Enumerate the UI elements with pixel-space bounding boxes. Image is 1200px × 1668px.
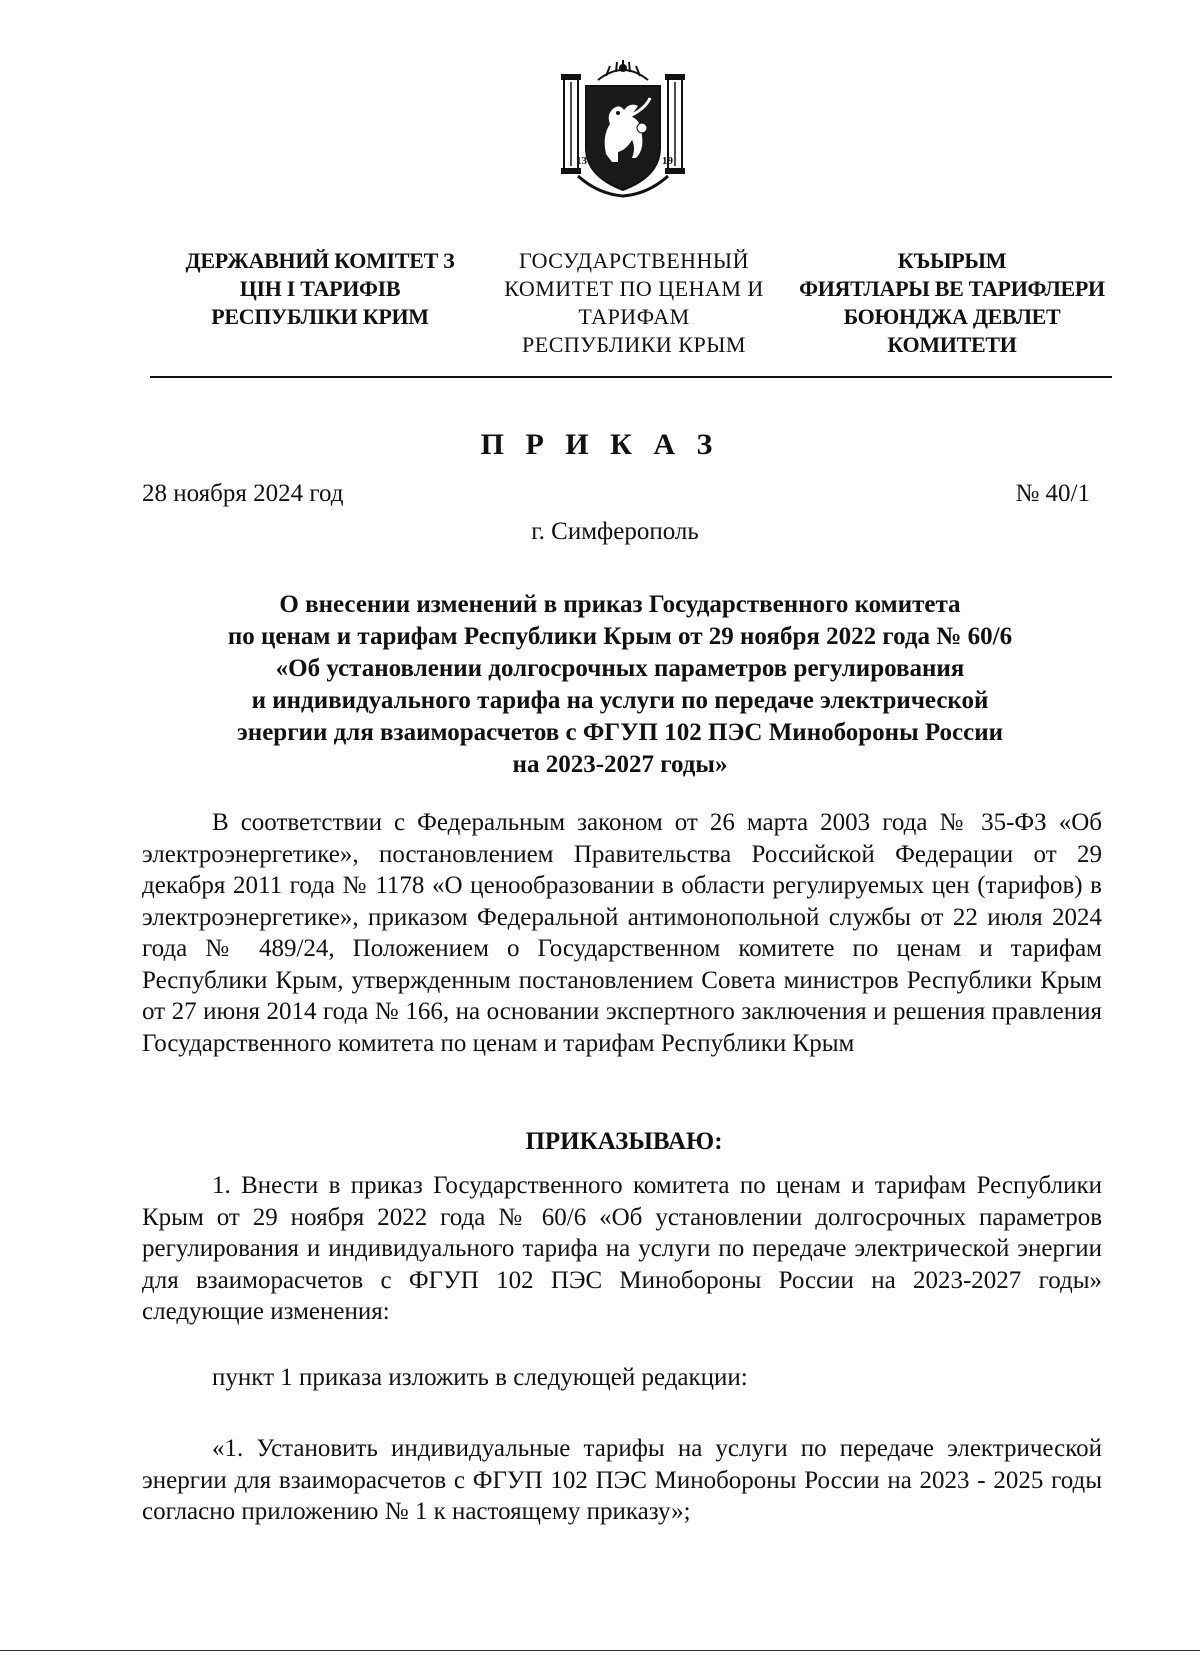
header-ukrainian: ДЕРЖАВНИЙ КОМІТЕТ З ЦІН І ТАРИФІВ РЕСПУБЛІКИ КРИМ (185, 248, 455, 329)
svg-text:13: 13 (576, 155, 587, 167)
preamble-paragraph: В соответствии с Федеральным законом от 26 марта 2003 года № 35-ФЗ «Об электроэнергетике», постановлением Правительства Российской Федерации от 29 декабря 2011 года № 1178 «О ценообразовании в области регулируемых цен (тарифов) в электроэнергетике», приказом Федеральной антимонопольной службы от 22 июля 2024 года № 489/24, Положением о Государственном комитете по ценам и тарифам Республики Крым, утвержденным постановлением Совета министров Республики Крым от 27 июня 2014 года № 166, на основании экспертного заключения и решения правления Государственного комитета по ценам и тарифам Республики Крым (142, 809, 1102, 1057)
order-item-instruction: пункт 1 приказа изложить в следующей редакции: (212, 1364, 748, 1391)
order-city: г. Симферополь (531, 518, 699, 545)
order-date: 28 ноября 2024 год (142, 480, 344, 507)
order-subject: О внесении изменений в приказ Государственного комитета по ценам и тарифам Республики Крым от 29 ноября 2022 года № 60/6 «Об установлении долгосрочных параметров регулирования и индивидуального тарифа на услуги по передаче электрической энергии для взаиморасчетов с ФГУП 102 ПЭС Минобороны России на 2023-2027 годы» (227, 591, 1013, 778)
order-item-1: 1. Внести в приказ Государственного комитета по ценам и тарифам Республики Крым от 29 ноября 2022 года № 60/6 «Об установлении долгосрочных параметров регулирования и индивидуального тарифа на услуги по передаче электрической энергии для взаиморасчетов с ФГУП 102 ПЭС Минобороны России на 2023-2027 годы» следующие изменения: (142, 1172, 1102, 1325)
order-item-quote: «1. Установить индивидуальные тарифы на услуги по передаче электрической энергии для взаиморасчетов с ФГУП 102 ПЭС Минобороны России на 2023 - 2025 годы согласно приложению № 1 к настоящему приказу»; (142, 1435, 1102, 1525)
order-number: № 40/1 (1015, 480, 1090, 507)
document-title: П Р И К А З (480, 428, 720, 461)
crimea-coat-of-arms-icon (558, 58, 688, 200)
header-russian: ГОСУДАРСТВЕННЫЙ КОМИТЕТ ПО ЦЕНАМ И ТАРИФАМ РЕСПУБЛИКИ КРЫМ (504, 248, 764, 357)
header-divider (150, 376, 1112, 378)
page-bottom-divider (0, 1650, 1200, 1651)
header-crimean-tatar: КЪЫРЫМ ФИЯТЛАРЫ ВЕ ТАРИФЛЕРИ БОЮНДЖА ДЕВЛЕТ КОМИТЕТИ (799, 248, 1105, 357)
svg-text:19: 19 (662, 155, 673, 167)
order-directive-heading: ПРИКАЗЫВАЮ: (525, 1128, 723, 1155)
